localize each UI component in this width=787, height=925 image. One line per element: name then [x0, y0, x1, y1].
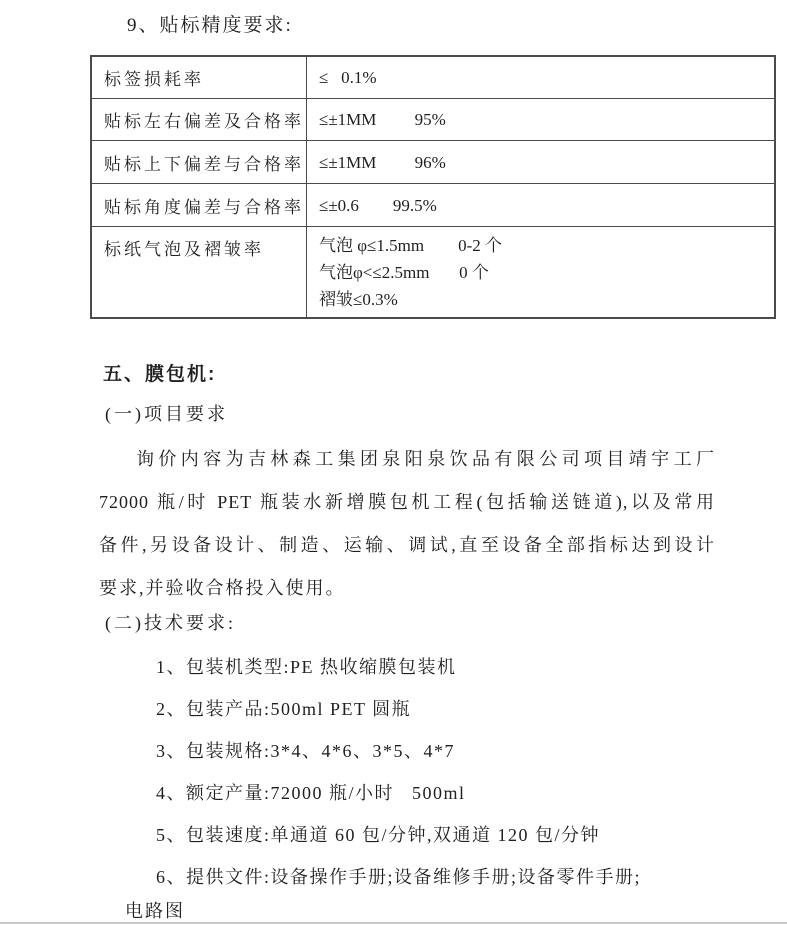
- paragraph-line: 72000 瓶/时 PET 瓶装水新增膜包机工程(包括输送链道),以及常用: [99, 492, 715, 512]
- row-value: ≤±1MM 96%: [319, 152, 446, 172]
- table-row-label-loss: [91, 56, 775, 99]
- list-item: 6、提供文件:设备操作手册;设备维修手册;设备零件手册;: [156, 867, 642, 887]
- list-item: 2、包装产品:500ml PET 圆瓶: [156, 699, 412, 719]
- row-value-line-3: 褶皱≤0.3%: [319, 290, 398, 309]
- page-bottom-edge: [0, 922, 787, 924]
- row-value: ≤±0.6 99.5%: [319, 195, 437, 215]
- row-label: 标纸气泡及褶皱率: [91, 227, 307, 319]
- list-item: 3、包装规格:3*4、4*6、3*5、4*7: [156, 741, 456, 761]
- section-9-heading: 9、贴标精度要求:: [127, 15, 293, 36]
- subsection-2-heading: (二)技术要求:: [105, 613, 236, 633]
- row-value: ≤ 0.1%: [319, 68, 377, 87]
- paragraph-line: 要求,并验收合格投入使用。: [99, 578, 346, 598]
- table-row-bubble-wrinkle: [91, 227, 775, 319]
- list-item: 5、包装速度:单通道 60 包/分钟,双通道 120 包/分钟: [156, 825, 601, 845]
- table-row-lr-deviation: [91, 99, 775, 141]
- row-value-line-2: 气泡φ<≤2.5mm 0 个: [319, 263, 489, 282]
- row-label: 贴标角度偏差与合格率: [91, 184, 307, 227]
- list-item: 1、包装机类型:PE 热收缩膜包装机: [156, 657, 457, 677]
- label-precision-table: [90, 55, 776, 319]
- row-label: 标签损耗率: [91, 56, 307, 99]
- row-label: 贴标左右偏差及合格率: [91, 99, 307, 141]
- row-label: 贴标上下偏差与合格率: [91, 141, 307, 184]
- list-item: 4、额定产量:72000 瓶/小时 500ml: [156, 783, 466, 803]
- item-6-continuation: 电路图: [125, 901, 185, 921]
- subsection-1-heading: (一)项目要求: [105, 404, 228, 424]
- project-requirements-paragraph: [99, 438, 715, 610]
- paragraph-line: 备件,另设备设计、制造、运输、调试,直至设备全部指标达到设计: [99, 535, 715, 555]
- paragraph-line: 询价内容为吉林森工集团泉阳泉饮品有限公司项目靖宇工厂: [136, 449, 715, 469]
- row-value: ≤±1MM 95%: [319, 110, 446, 129]
- table-row-angle-deviation: [91, 184, 775, 227]
- row-value-line-1: 气泡 φ≤1.5mm 0-2 个: [319, 236, 502, 255]
- technical-requirements-list: [156, 646, 641, 898]
- section-5-heading: 五、膜包机:: [103, 364, 217, 385]
- table-row-ud-deviation: [91, 141, 775, 184]
